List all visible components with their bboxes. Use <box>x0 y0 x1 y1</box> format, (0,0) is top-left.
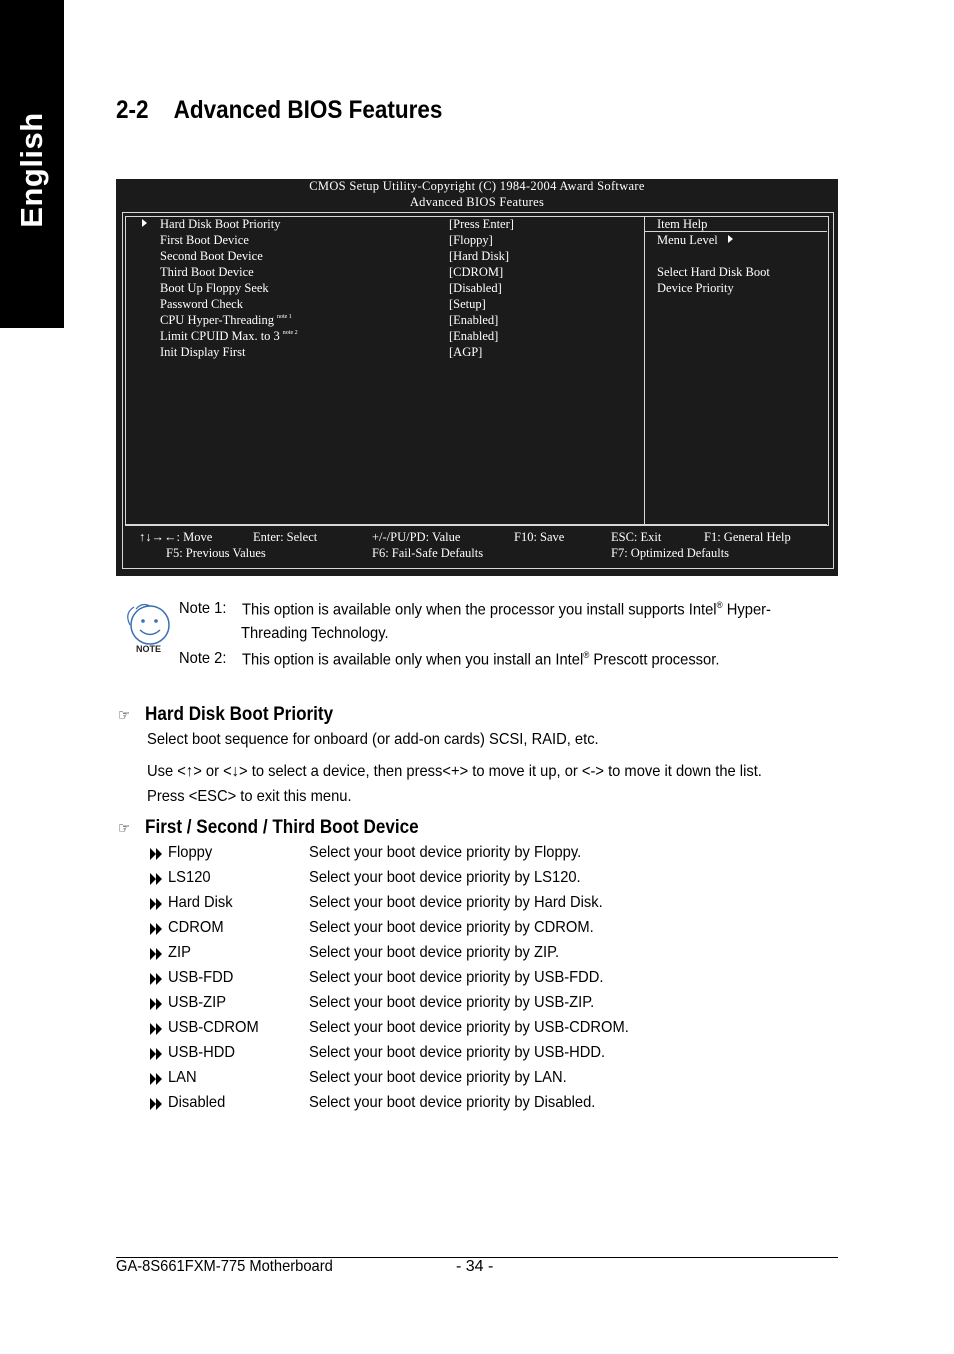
footer-page-number: - 34 - <box>456 1258 494 1275</box>
boot-option-name: CDROM <box>168 919 224 936</box>
bios-help-divider <box>644 216 645 524</box>
boot-option-name: ZIP <box>168 944 191 961</box>
note-1-text-cont: Threading Technology. <box>241 625 389 642</box>
bios-item-label <box>160 265 254 280</box>
boot-option-name: Floppy <box>168 844 213 861</box>
hdd-priority-title: Hard Disk Boot Priority <box>145 704 334 725</box>
key-general-help: F1: General Help <box>704 530 791 544</box>
note-2-label: Note 2: <box>179 650 227 667</box>
footer-model: GA-8S661FXM-775 Motherboard <box>116 1258 333 1275</box>
menu-level-arrow-icon <box>728 235 733 243</box>
hdd-priority-desc-1: Select boot sequence for onboard (or add-on cards) SCSI, RAID, etc. <box>147 731 599 748</box>
key-exit: ESC: Exit <box>611 530 662 544</box>
key-previous-values: F5: Previous Values <box>166 546 266 560</box>
language-tab-label: English <box>14 112 49 228</box>
bios-item-label-text: Init Display First <box>160 345 246 359</box>
bios-item-label-text: Boot Up Floppy Seek <box>160 281 269 295</box>
double-arrow-icon <box>150 1048 164 1060</box>
note-1-registered: ® <box>716 600 723 610</box>
double-arrow-icon <box>150 923 164 935</box>
boot-option-name: LAN <box>168 1069 197 1086</box>
bios-item-note-ref: note 1 <box>276 314 292 320</box>
double-arrow-icon <box>150 998 164 1010</box>
double-arrow-icon <box>150 1073 164 1085</box>
section-number: 2-2 <box>116 96 149 124</box>
note-1-text-a: This option is available only when the processor you install supports Intel <box>242 601 717 619</box>
key-fail-safe-defaults: F6: Fail-Safe Defaults <box>372 546 484 560</box>
bios-item-label <box>160 217 280 232</box>
bios-help-title: Item Help <box>657 217 708 231</box>
bios-item-value[interactable]: [Press Enter] <box>449 217 514 231</box>
bios-header-page: Advanced BIOS Features <box>409 195 545 209</box>
double-arrow-icon <box>150 948 164 960</box>
bios-help-text-2: Device Priority <box>657 281 734 295</box>
note-1-text <box>242 600 771 619</box>
hdd-priority-desc-2: Use <↑> or <↓> to select a device, then press<+> to move it up, or <-> to move it down the list. <box>147 763 762 780</box>
boot-option-desc: Select your boot device priority by Disabled. <box>309 1094 596 1111</box>
note-2-registered: ® <box>583 650 590 660</box>
bios-item-label-text: Password Check <box>160 297 243 311</box>
bios-keys-divider <box>125 524 827 525</box>
bios-item-value[interactable]: [Hard Disk] <box>449 249 510 263</box>
key-save: F10: Save <box>514 530 565 544</box>
bios-item-label <box>160 233 249 248</box>
note-2-text-b: Prescott processor. <box>589 651 720 669</box>
bios-menu-level-label: Menu Level <box>657 233 718 247</box>
key-optimized-defaults: F7: Optimized Defaults <box>611 546 730 560</box>
bios-item-value[interactable]: [Setup] <box>449 297 486 311</box>
bios-menu-level <box>657 233 733 248</box>
double-arrow-icon <box>150 1023 164 1035</box>
key-move: ↑↓→←: Move <box>139 530 213 544</box>
bios-item-label-text: First Boot Device <box>160 233 249 247</box>
double-arrow-icon <box>150 973 164 985</box>
bios-item-label <box>160 329 298 344</box>
boot-device-title: First / Second / Third Boot Device <box>145 817 419 838</box>
key-value: +/-/PU/PD: Value <box>372 530 461 544</box>
language-tab <box>0 0 64 328</box>
boot-option-desc: Select your boot device priority by LAN. <box>309 1069 567 1086</box>
bios-item-label <box>160 313 292 328</box>
boot-option-name: USB-FDD <box>168 969 234 986</box>
boot-option-name: USB-HDD <box>168 1044 236 1061</box>
bios-item-label-text: Third Boot Device <box>160 265 254 279</box>
double-arrow-icon <box>150 848 164 860</box>
note-icon-label: NOTE <box>136 644 162 654</box>
boot-option-desc: Select your boot device priority by CDROM. <box>309 919 594 936</box>
note-1-text-b: Hyper- <box>722 601 771 619</box>
boot-option-desc: Select your boot device priority by USB-FDD. <box>309 969 604 986</box>
boot-option-desc: Select your boot device priority by Floppy. <box>309 844 582 861</box>
hdd-priority-desc-3: Press <ESC> to exit this menu. <box>147 788 352 805</box>
note-face-icon <box>120 603 176 655</box>
boot-option-desc: Select your boot device priority by USB-HDD. <box>309 1044 606 1061</box>
boot-option-name: Hard Disk <box>168 894 233 911</box>
double-arrow-icon <box>150 898 164 910</box>
boot-option-name: USB-CDROM <box>168 1019 259 1036</box>
bios-item-label-text: CPU Hyper-Threading <box>160 313 274 327</box>
bios-item-value[interactable]: [Disabled] <box>449 281 502 295</box>
bios-item-label-text: Second Boot Device <box>160 249 263 263</box>
note-1-label: Note 1: <box>179 600 227 617</box>
note-2-text-a: This option is available only when you install an Intel <box>242 651 584 669</box>
bios-item-value[interactable]: [AGP] <box>449 345 483 359</box>
bios-item-value[interactable]: [CDROM] <box>449 265 504 279</box>
boot-option-desc: Select your boot device priority by Hard Disk. <box>309 894 603 911</box>
bios-item-label-text: Limit CPUID Max. to 3 <box>160 329 280 343</box>
boot-option-desc: Select your boot device priority by ZIP. <box>309 944 560 961</box>
bios-item-label <box>160 345 245 360</box>
boot-option-desc: Select your boot device priority by LS120. <box>309 869 581 886</box>
bios-item-label <box>160 281 269 296</box>
double-arrow-icon <box>150 873 164 885</box>
selection-arrow-icon <box>142 219 147 227</box>
bios-item-note-ref: note 2 <box>282 330 298 336</box>
section-title <box>116 96 442 125</box>
bios-item-value[interactable]: [Enabled] <box>449 313 499 327</box>
bios-item-label-text: Hard Disk Boot Priority <box>160 217 281 231</box>
boot-option-name: Disabled <box>168 1094 226 1111</box>
bios-header-copyright: CMOS Setup Utility-Copyright (C) 1984-2004 Award Software <box>309 179 645 193</box>
boot-device-heading <box>118 817 419 839</box>
boot-option-name: USB-ZIP <box>168 994 227 1011</box>
boot-option-name: LS120 <box>168 869 211 886</box>
key-select: Enter: Select <box>253 530 318 544</box>
section-title-text: Advanced BIOS Features <box>173 96 443 124</box>
pointing-hand-icon: ☞ <box>118 707 131 724</box>
bios-item-label <box>160 249 263 264</box>
boot-option-desc: Select your boot device priority by USB-ZIP. <box>309 994 595 1011</box>
bios-item-value[interactable]: [Floppy] <box>449 233 493 247</box>
boot-option-desc: Select your boot device priority by USB-CDROM. <box>309 1019 629 1036</box>
bios-setup-screen <box>116 179 838 576</box>
pointing-hand-icon: ☞ <box>118 820 131 837</box>
hdd-priority-heading <box>118 704 333 726</box>
bios-item-label <box>160 297 243 312</box>
bios-item-value[interactable]: [Enabled] <box>449 329 499 343</box>
note-2-text <box>242 650 719 669</box>
bios-help-text-1: Select Hard Disk Boot <box>657 265 770 279</box>
double-arrow-icon <box>150 1098 164 1110</box>
